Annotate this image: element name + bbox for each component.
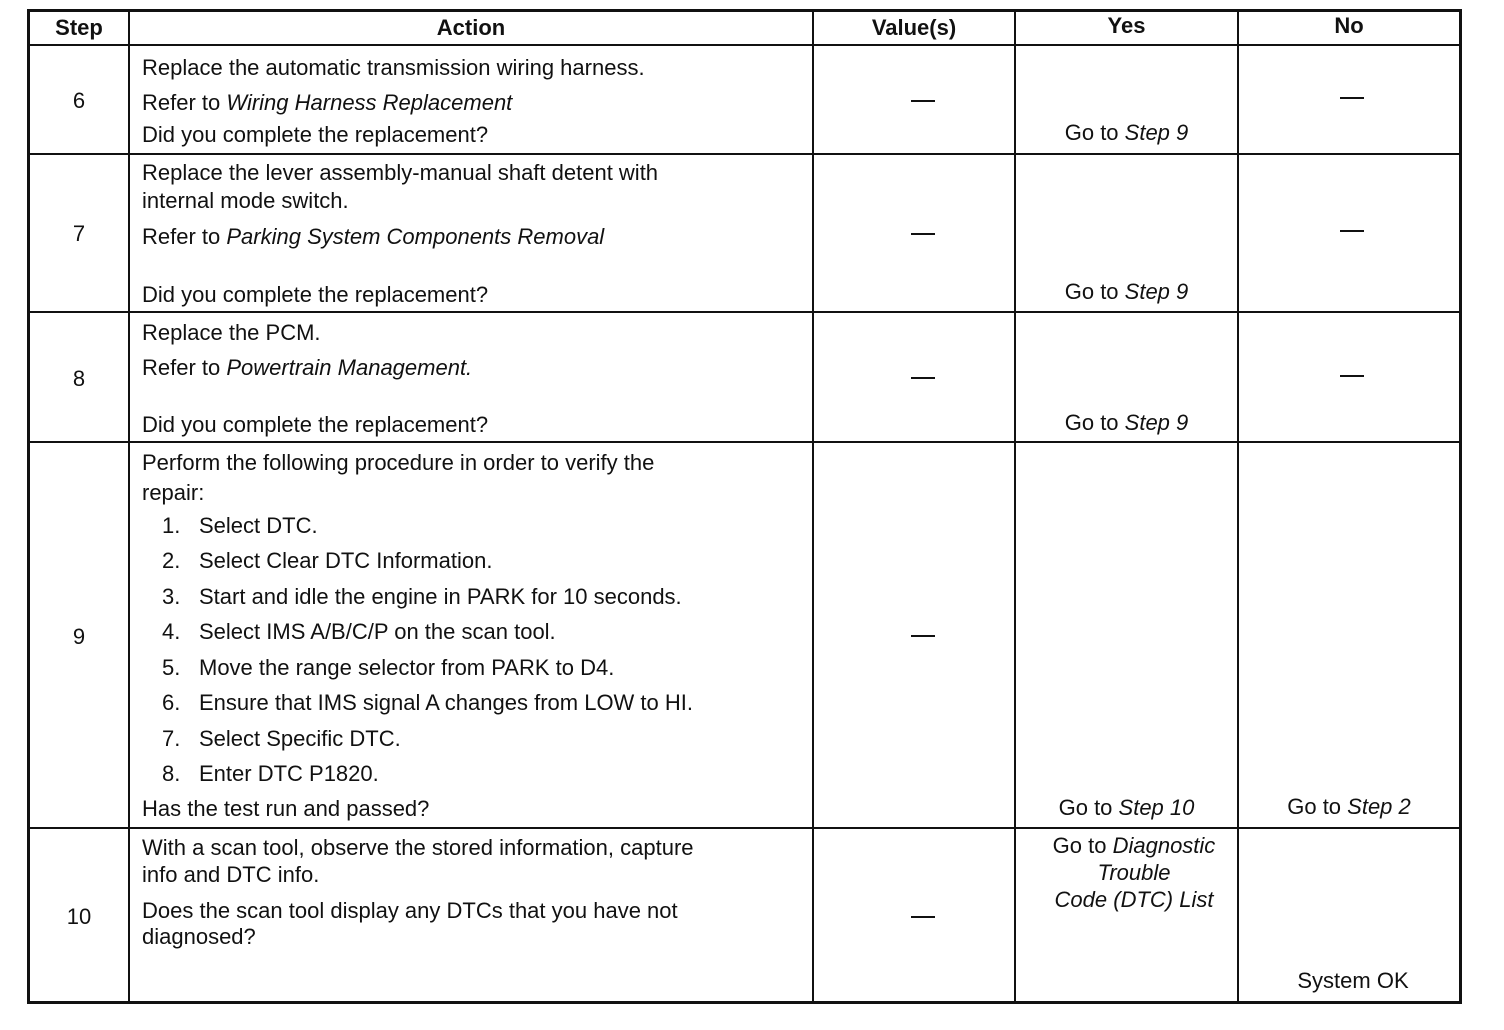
row-divider-7 <box>27 311 1462 313</box>
action-line: With a scan tool, observe the stored information, capture <box>142 835 694 860</box>
procedure-step-text: Enter DTC P1820. <box>199 761 379 786</box>
yes-link-line[interactable]: Code (DTC) List <box>1054 887 1214 912</box>
action-line: repair: <box>142 480 205 505</box>
header-yes: Yes <box>1107 13 1146 38</box>
procedure-step-number: 7. <box>162 726 181 751</box>
yes-link[interactable]: Step 10 <box>1118 795 1195 820</box>
row-divider-6 <box>27 153 1462 155</box>
refer-link[interactable]: Powertrain Management. <box>226 355 473 380</box>
action-question: Did you complete the replacement? <box>142 282 489 307</box>
row-divider-8 <box>27 441 1462 443</box>
action-question: Did you complete the replacement? <box>142 122 489 147</box>
step-number: 7 <box>72 221 86 246</box>
procedure-step-number: 6. <box>162 690 181 715</box>
header-no: No <box>1334 13 1364 38</box>
procedure-step-text: Select DTC. <box>199 513 318 538</box>
action-line: Does the scan tool display any DTCs that you have not <box>142 898 678 923</box>
table-border-left <box>27 9 30 1004</box>
action-line: internal mode switch. <box>142 188 349 213</box>
action-line: Replace the PCM. <box>142 320 321 345</box>
yes-cell <box>1016 279 1237 305</box>
action-line: diagnosed? <box>142 924 256 949</box>
value-dash <box>911 100 935 102</box>
value-dash <box>911 233 935 235</box>
header-divider <box>27 44 1462 46</box>
yes-link[interactable]: Step 9 <box>1124 120 1189 145</box>
procedure-step-text: Select Clear DTC Information. <box>199 548 493 573</box>
procedure-step-text: Start and idle the engine in PARK for 10 seconds. <box>199 584 682 609</box>
yes-cell <box>1016 795 1237 821</box>
no-cell: System OK <box>1297 968 1409 993</box>
yes-cell <box>1016 410 1237 436</box>
no-dash <box>1340 97 1364 99</box>
table-border-top <box>27 9 1462 12</box>
header-values: Value(s) <box>871 15 957 40</box>
no-dash <box>1340 230 1364 232</box>
refer-line <box>142 90 512 116</box>
column-divider-action <box>812 9 814 1004</box>
step-number: 9 <box>72 624 86 649</box>
procedure-step-text: Select IMS A/B/C/P on the scan tool. <box>199 619 556 644</box>
yes-prefix: Go to <box>1064 279 1125 304</box>
action-line: Replace the automatic transmission wiring harness. <box>142 55 645 80</box>
yes-prefix: Go to <box>1064 120 1125 145</box>
yes-link[interactable]: Step 9 <box>1124 410 1189 435</box>
value-dash <box>911 377 935 379</box>
refer-link[interactable]: Wiring Harness Replacement <box>226 90 513 115</box>
procedure-step-number: 5. <box>162 655 181 680</box>
procedure-step-number: 2. <box>162 548 181 573</box>
action-line: Perform the following procedure in order to verify the <box>142 450 655 475</box>
yes-cell <box>1016 120 1237 146</box>
yes-link[interactable]: Diagnostic <box>1112 833 1216 858</box>
header-action: Action <box>436 15 506 40</box>
table-border-right <box>1459 9 1462 1004</box>
yes-cell-line <box>1016 833 1252 859</box>
table-border-bottom <box>27 1001 1462 1004</box>
procedure-step-text: Move the range selector from PARK to D4. <box>199 655 615 680</box>
no-link[interactable]: Step 2 <box>1347 794 1411 819</box>
no-cell <box>1239 794 1459 820</box>
yes-prefix: Go to <box>1052 833 1113 858</box>
action-question: Did you complete the replacement? <box>142 412 489 437</box>
no-prefix: Go to <box>1287 794 1348 819</box>
procedure-step-number: 4. <box>162 619 181 644</box>
row-divider-9 <box>27 827 1462 829</box>
no-dash <box>1340 375 1364 377</box>
refer-link[interactable]: Parking System Components Removal <box>226 224 605 249</box>
refer-line <box>142 224 604 250</box>
refer-prefix: Refer to <box>142 224 227 249</box>
yes-prefix: Go to <box>1058 795 1119 820</box>
column-divider-step <box>128 9 130 1004</box>
yes-link-line[interactable]: Trouble <box>1097 860 1171 885</box>
value-dash <box>911 916 935 918</box>
procedure-step-text: Select Specific DTC. <box>199 726 401 751</box>
refer-line <box>142 355 472 381</box>
action-question: Has the test run and passed? <box>142 796 430 821</box>
procedure-step-text: Ensure that IMS signal A changes from LOW to HI. <box>199 690 694 715</box>
step-number: 10 <box>66 904 92 929</box>
yes-prefix: Go to <box>1064 410 1125 435</box>
action-line: info and DTC info. <box>142 862 320 887</box>
action-line: Replace the lever assembly-manual shaft detent with <box>142 160 659 185</box>
value-dash <box>911 635 935 637</box>
step-number: 6 <box>72 88 86 113</box>
header-step: Step <box>55 15 103 40</box>
step-number: 8 <box>72 366 86 391</box>
procedure-step-number: 8. <box>162 761 181 786</box>
refer-prefix: Refer to <box>142 355 227 380</box>
refer-prefix: Refer to <box>142 90 227 115</box>
procedure-step-number: 3. <box>162 584 181 609</box>
yes-link[interactable]: Step 9 <box>1124 279 1189 304</box>
procedure-step-number: 1. <box>162 513 181 538</box>
